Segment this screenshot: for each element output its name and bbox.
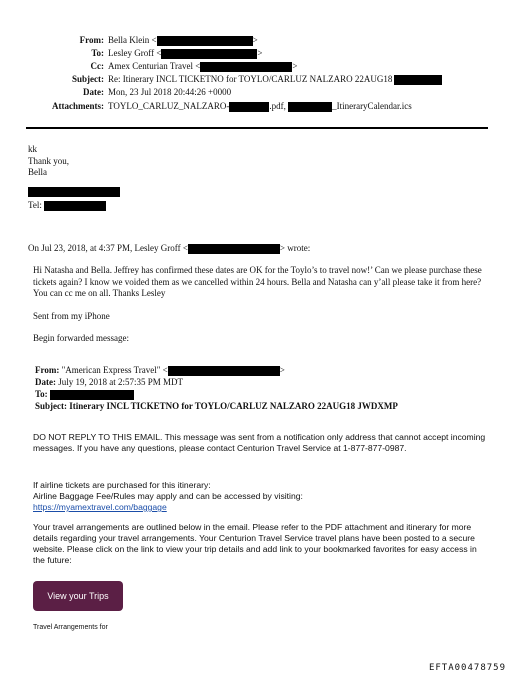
to-label: To: xyxy=(91,48,104,58)
from-value: Bella Klein < xyxy=(108,35,157,45)
arrangements-paragraph: Your travel arrangements are outlined below in the email. Please refer to the PDF attachment and itinerary for more details regarding your travel arrangements. Your Centurion Travel Service travel plans have been posted to a secure website. Please click on the link to view your trip details and add link to your bookmarked favorites for easy access in the future: xyxy=(33,522,477,565)
redaction xyxy=(161,49,257,59)
quoted-intro: On Jul 23, 2018, at 4:37 PM, Lesley Groff < > wrote: xyxy=(28,243,311,253)
forwarded-date-label: Date: xyxy=(35,377,56,387)
attachment-ics-name[interactable]: _ItineraryCalendar.ics xyxy=(332,101,412,111)
forwarded-subject-row xyxy=(35,401,398,413)
redaction xyxy=(168,366,280,376)
cc-value: Amex Centurian Travel < xyxy=(108,61,201,71)
bates-number: EFTA00478759 xyxy=(428,663,506,673)
forwarded-date-row xyxy=(35,377,183,389)
attachment-pdf-name[interactable]: TOYLO_CARLUZ_NALZARO- xyxy=(108,101,230,111)
view-trips-button[interactable]: View your Trips xyxy=(33,581,123,611)
forwarded-date-value: July 19, 2018 at 2:57:35 PM MDT xyxy=(58,377,184,387)
baggage-notice: If airline tickets are purchased for this itinerary: Airline Baggage Fee/Rules may apply and can be accessed by visiting: https://myamextravel.com/baggage xyxy=(33,480,303,512)
date-label: Date: xyxy=(83,87,104,97)
redaction xyxy=(28,187,120,197)
forwarded-to-row xyxy=(35,389,134,401)
forwarded-from-value: "American Express Travel" < xyxy=(61,365,168,375)
forwarded-subject-value: Itinerary INCL TICKETNO for TOYLO/CARLUZ NALZARO 22AUG18 JWDXMP xyxy=(69,401,398,411)
forwarded-from-label: From: xyxy=(35,365,60,375)
redaction xyxy=(157,36,253,46)
redaction xyxy=(200,62,292,72)
cc-label: Cc: xyxy=(90,61,104,71)
attachments-label: Attachments: xyxy=(52,101,104,111)
redaction xyxy=(394,75,442,85)
redaction xyxy=(288,102,332,112)
reply-line: Bella xyxy=(28,167,47,177)
redaction xyxy=(229,102,269,112)
redaction xyxy=(188,244,280,254)
forwarded-to-label: To: xyxy=(35,389,48,399)
forwarded-subject-label: Subject: xyxy=(35,401,67,411)
travel-arrangements-heading: Travel Arrangements for xyxy=(33,624,108,631)
header-divider xyxy=(26,127,488,129)
subject-value: Re: Itinerary INCL TICKETNO for TOYLO/CARLUZ NALZARO 22AUG18 xyxy=(108,74,393,84)
forwarded-from-row: From: "American Express Travel" < > xyxy=(35,365,285,375)
from-label: From: xyxy=(79,35,104,45)
no-reply-notice: DO NOT REPLY TO THIS EMAIL. This message was sent from a notification only address that cannot accept incoming messages. If you have any questions, please contact Centurion Travel Service at 1-877-877-0987. xyxy=(33,432,486,453)
baggage-link[interactable]: https://myamextravel.com/baggage xyxy=(33,502,167,512)
to-value: Lesley Groff < xyxy=(108,48,162,58)
begin-forwarded: Begin forwarded message: xyxy=(33,333,129,343)
reply-line: kk xyxy=(28,144,37,154)
signature-tel: Tel: xyxy=(28,200,106,212)
sent-from: Sent from my iPhone xyxy=(33,311,110,321)
redaction xyxy=(44,201,106,211)
date-value: Mon, 23 Jul 2018 20:44:26 +0000 xyxy=(108,87,232,97)
subject-label: Subject: xyxy=(72,74,104,84)
quoted-paragraph: Hi Natasha and Bella. Jeffrey has confirmed these dates are OK for the Toylo’s to travel now!’ Can we please purchase these tickets again? I know we voided them as we cancelled within 24 hours. Bella and Natasha can y’all please take it from here? You can cc me on all. Thanks Lesley xyxy=(33,265,482,298)
reply-body xyxy=(28,144,69,179)
redaction xyxy=(50,390,134,400)
reply-line: Thank you, xyxy=(28,155,69,166)
